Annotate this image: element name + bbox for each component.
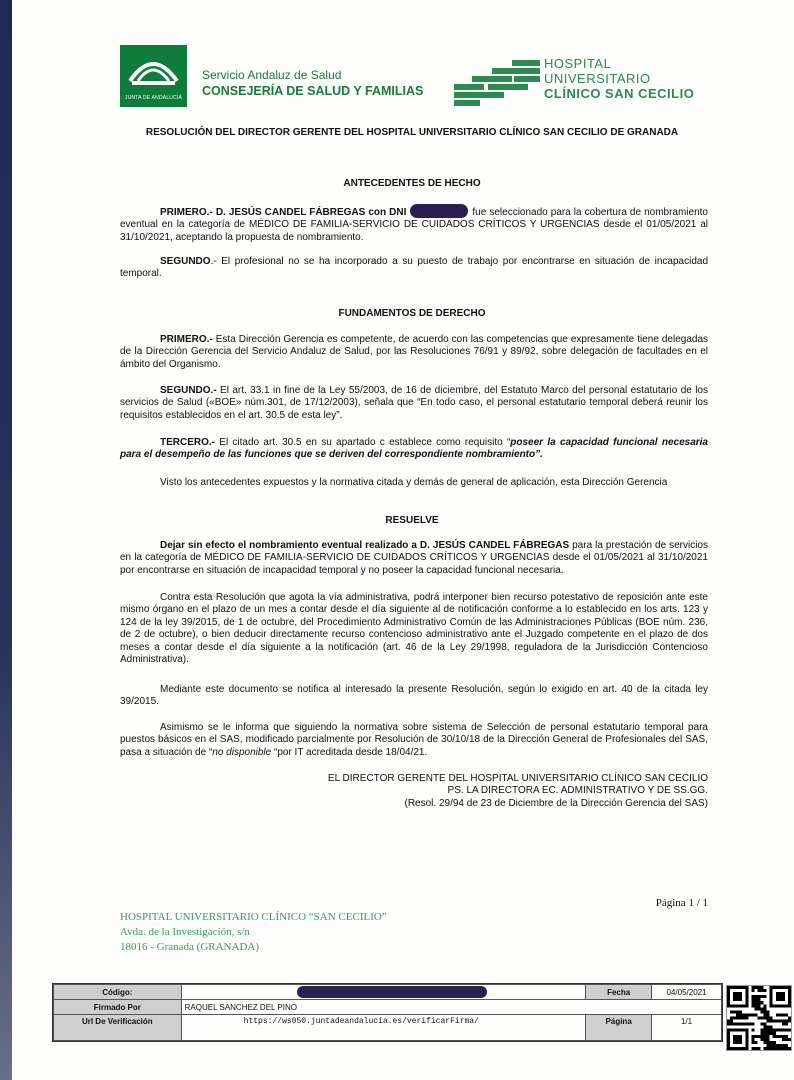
- fundamentos-primero: [120, 334, 708, 371]
- antecedentes-heading: ANTECEDENTES DE HECHO: [343, 178, 481, 189]
- resuelve-p4-text-b: “por IT acreditada desde 18/04/21.: [271, 746, 428, 758]
- signature-line2: PS. LA DIRECTORA EC. ADMINISTRATIVO Y DE SS.GG.: [447, 785, 708, 797]
- codigo-label: Código:: [54, 985, 182, 1000]
- fundamentos-tercero-quote: poseer la capacidad funcional necesaria para el desempeño de las funciones que se deriven del correspondiente nombramiento”.: [120, 437, 708, 461]
- fundamentos-tercero-text: El citado art. 30.5 en su apartado c establece como requisito “: [215, 437, 511, 448]
- verification-row-codigo: [54, 985, 722, 1000]
- firmado-value: RAQUEL SANCHEZ DEL PINO: [181, 1000, 721, 1015]
- redaction-mark: [410, 204, 468, 218]
- redaction-mark: [297, 986, 487, 998]
- signature-block: [292, 773, 708, 810]
- resuelve-heading: RESUELVE: [385, 515, 439, 526]
- antecedentes-primero-text: fue seleccionado para la cobertura de nombramiento eventual en la categoría de MÉDICO DE FAMILIA-SERVICIO DE CUIDADOS CRÍTICOS Y URGENCIAS desde el 01/05/2021 al 31/10/2021, aceptando la propuesta de nombramiento.: [120, 207, 708, 243]
- antecedentes-primero-label: PRIMERO.- D. JESÚS CANDEL FÁBREGAS con DNI: [160, 207, 407, 218]
- fundamentos-heading: FUNDAMENTOS DE DERECHO: [338, 308, 486, 319]
- fundamentos-segundo: [120, 385, 708, 422]
- fundamentos-visto-text: Visto los antecedentes expuestos y la normativa citada y demás de general de aplicación, esta Dirección Gerencia: [160, 477, 668, 488]
- resuelve-p3-text: Mediante este documento se notifica al interesado la presente Resolución, según lo exigido en art. 40 de la citada ley 39/2015.: [120, 684, 708, 708]
- antecedentes-primero: [120, 204, 708, 244]
- antecedentes-segundo-text: .- El profesional no se ha incorporado a su puesto de trabajo por encontrarse en situación de incapacidad temporal.: [120, 256, 708, 280]
- verification-table: [52, 983, 723, 1042]
- footer-address: [120, 910, 387, 955]
- fecha-label: Fecha: [586, 985, 652, 1000]
- firmado-label: Firmado Por: [54, 1000, 182, 1015]
- hospital-logo-icon: [452, 58, 542, 108]
- footer-line2: Avda. de la Investigación, s/n: [120, 926, 250, 938]
- qr-code-icon: [726, 985, 792, 1051]
- sas-name: [202, 67, 423, 99]
- fecha-value: 04/05/2021: [652, 985, 722, 1000]
- resuelve-p4: [120, 722, 708, 759]
- pagina-label: Página: [586, 1015, 652, 1041]
- codigo-value: [181, 985, 586, 1000]
- resuelve-p2: [120, 592, 708, 666]
- url-label: Url De Verificación: [54, 1015, 182, 1041]
- resuelve-p1: [120, 540, 708, 577]
- signature-line1: EL DIRECTOR GERENTE DEL HOSPITAL UNIVERSITARIO CLÍNICO SAN CECILIO: [327, 773, 708, 784]
- resuelve-p3: [120, 684, 708, 709]
- fundamentos-primero-text: Esta Dirección Gerencia es competente, de acuerdo con las competencias que expresamente tiene delegadas de la Dirección Gerencia del Servicio Andaluz de Salud, por las Resoluciones 76/91 y 89/92, sobre delegación de facultades en el ámbito del Organismo.: [120, 334, 708, 370]
- hospital-name: [544, 56, 694, 101]
- verification-row-url: [54, 1015, 722, 1041]
- junta-andalucia-logo: [120, 45, 187, 107]
- fundamentos-segundo-label: SEGUNDO.-: [160, 385, 217, 396]
- hospital-line2: UNIVERSITARIO: [544, 71, 651, 86]
- resuelve-p1-text: para la prestación de servicios en la categoría de MÉDICO DE FAMILIA-SERVICIO DE CUIDADOS CRÍTICOS Y URGENCIAS desde el 01/05/2021 al 31/10/2021 por encontrarse en situación de incapacidad temporal y no poseer la capacidad funcional necesaria.: [120, 540, 708, 576]
- pagina-value: 1/1: [652, 1015, 722, 1041]
- junta-caption: JUNTA DE ANDALUCIA: [124, 95, 183, 101]
- document-title: RESOLUCIÓN DEL DIRECTOR GERENTE DEL HOSPITAL UNIVERSITARIO CLÍNICO SAN CECILIO DE GRANADA: [145, 127, 679, 138]
- url-value[interactable]: https://ws050.juntadeandalucia.es/verificarFirma/: [181, 1015, 586, 1041]
- resuelve-p4-text-a: Asimismo se le informa que siguiendo la normativa sobre sistema de Selección de personal estatutario temporal para puestos básicos en el SAS, modificado parcialmente por Resolución de 30/10/18 de la Dirección General de Profesionales del SAS, pasa a situación de “: [120, 722, 708, 758]
- fundamentos-segundo-text: El art. 33.1 in fine de la Ley 55/2003, de 16 de diciembre, del Estatuto Marco del personal estatutario de los servicios de Salud («BOE» núm.301, de 17/12/2003), señala que “En todo caso, el personal estatutario temporal deberá reunir los requisitos establecidos en el art. 30.5 de esta ley”.: [120, 385, 708, 421]
- fundamentos-tercero-label: TERCERO.-: [160, 437, 215, 448]
- resuelve-p4-italic: no disponible: [212, 746, 272, 758]
- verification-row-firmado: [54, 1000, 722, 1015]
- footer-line1: HOSPITAL UNIVERSITARIO CLÍNICO “SAN CECILIO”: [120, 911, 387, 923]
- antecedentes-segundo-label: SEGUNDO: [160, 256, 211, 267]
- antecedentes-segundo: [120, 256, 708, 281]
- sas-line2: CONSEJERÍA DE SALUD Y FAMILIAS: [202, 84, 424, 98]
- sas-line1: Servicio Andaluz de Salud: [202, 68, 342, 82]
- hospital-line1: HOSPITAL: [544, 56, 612, 71]
- footer-line3: 18016 - Granada (GRANADA): [120, 941, 259, 953]
- resuelve-p2-text: Contra esta Resolución que agota la vía administrativa, podrá interponer bien recurso potestativo de reposición ante este mismo órgano en el plazo de un mes a contar desde el día siguiente al de notificación conforme a lo establecido en los arts. 123 y 124 de la ley 39/2015, de 1 de octubre, del Procedimiento Administrativo Común de las Administraciones Públicas (BOE núm. 236, de 2 de octubre), o bien deducir directamente recurso contencioso administrativo ante el Juzgado competente en el plazo de dos meses a contar desde el día siguiente a la notificación (art. 46 de la Ley 29/1998, reguladora de la Jurisdicción Contencioso Administrativa).: [120, 592, 708, 666]
- fundamentos-primero-label: PRIMERO.-: [160, 334, 213, 345]
- fundamentos-tercero: [120, 437, 708, 462]
- signature-line3: (Resol. 29/94 de 23 de Diciembre de la Dirección Gerencia del SAS): [404, 797, 708, 809]
- hospital-line3: CLÍNICO SAN CECILIO: [544, 86, 695, 101]
- resuelve-p1-label: Dejar sin efecto el nombramiento eventual realizado a D. JESÚS CANDEL FÁBREGAS: [160, 540, 570, 551]
- page-number: Página 1 / 1: [655, 897, 708, 909]
- window-edge: [0, 0, 12, 1080]
- fundamentos-visto: [120, 477, 708, 489]
- document-page: [12, 0, 794, 1080]
